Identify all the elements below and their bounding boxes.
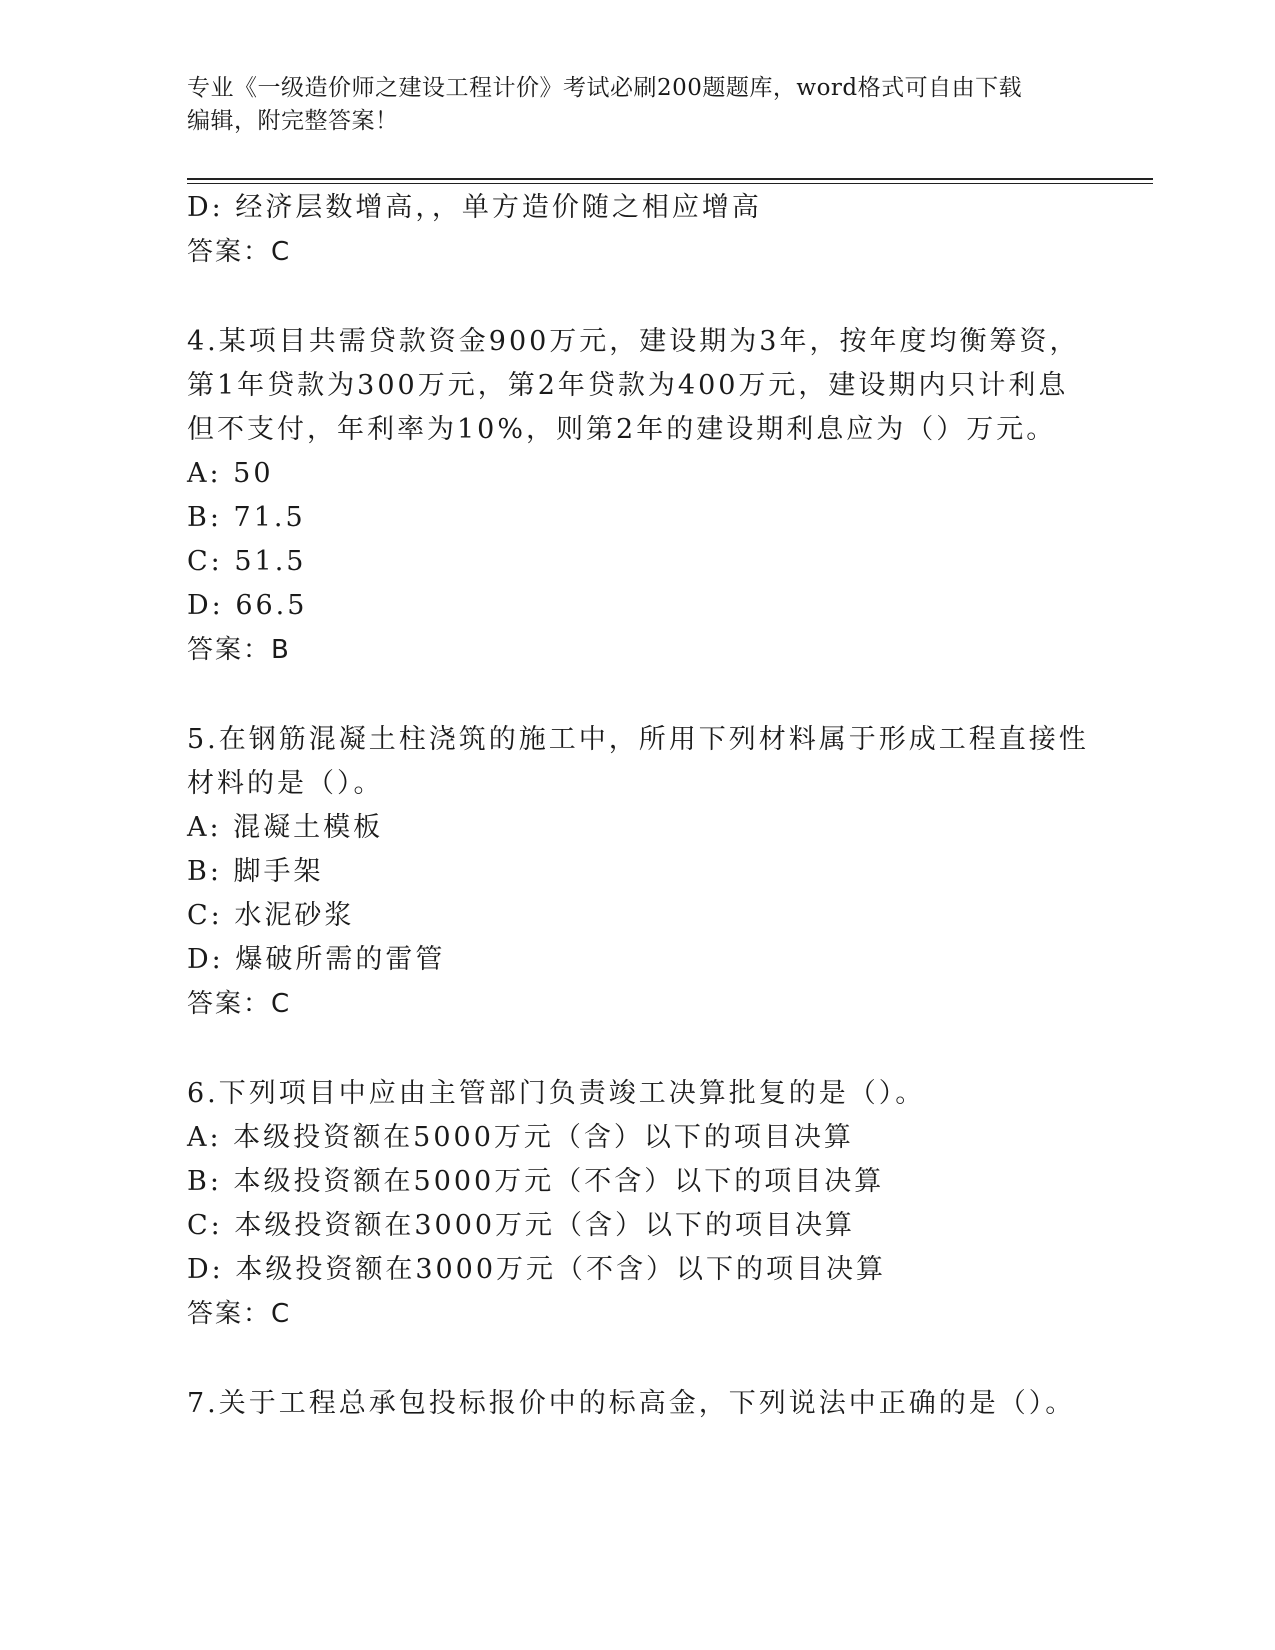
header-divider-bottom xyxy=(187,183,1153,184)
q6-option-a: A: 本级投资额在5000万元（含）以下的项目决算 xyxy=(187,1122,854,1153)
q6-option-d: D: 本级投资额在3000万元（不含）以下的项目决算 xyxy=(187,1254,887,1285)
page-header xyxy=(187,72,1087,138)
q5-option-c: C: 水泥砂浆 xyxy=(187,900,355,931)
q6-option-c: C: 本级投资额在3000万元（含）以下的项目决算 xyxy=(187,1210,856,1241)
q5-option-d: D: 爆破所需的雷管 xyxy=(187,944,446,975)
q7-stem-line-1: 7.关于工程总承包投标报价中的标高金，下列说法中正确的是（）。 xyxy=(187,1388,1076,1419)
q3-answer: 答案：C xyxy=(187,237,292,267)
q4-option-c: C: 51.5 xyxy=(187,546,307,577)
q4-stem-line-3: 但不支付，年利率为10%，则第2年的建设期利息应为（）万元。 xyxy=(187,414,1057,445)
q4-stem-line-1: 4.某项目共需贷款资金900万元，建设期为3年，按年度均衡筹资， xyxy=(187,326,1080,357)
q5-stem-line-2: 材料的是（）。 xyxy=(187,768,384,799)
q5-option-a: A: 混凝土模板 xyxy=(187,812,384,843)
header-title-line-1: 专业《一级造价师之建设工程计价》考试必刷200题题库，word格式可自由下载 xyxy=(187,75,1023,101)
q6-stem-line-1: 6.下列项目中应由主管部门负责竣工决算批复的是（）。 xyxy=(187,1078,926,1109)
q4-option-b: B: 71.5 xyxy=(187,502,306,533)
header-title-line-2: 编辑，附完整答案！ xyxy=(187,108,399,134)
q4-option-d: D: 66.5 xyxy=(187,590,308,621)
q4-stem-line-2: 第1年贷款为300万元，第2年贷款为400万元，建设期内只计利息 xyxy=(187,370,1069,401)
header-divider-top xyxy=(187,178,1153,180)
q3-option-d: D: 经济层数增高，，单方造价随之相应增高 xyxy=(187,192,762,223)
q4-option-a: A: 50 xyxy=(187,458,274,489)
q4-answer: 答案：B xyxy=(187,635,291,665)
q5-stem-line-1: 5.在钢筋混凝土柱浇筑的施工中，所用下列材料属于形成工程直接性 xyxy=(187,724,1089,755)
q6-answer: 答案：C xyxy=(187,1299,292,1329)
q6-option-b: B: 本级投资额在5000万元（不含）以下的项目决算 xyxy=(187,1166,885,1197)
q5-option-b: B: 脚手架 xyxy=(187,856,324,887)
q5-answer: 答案：C xyxy=(187,989,292,1019)
